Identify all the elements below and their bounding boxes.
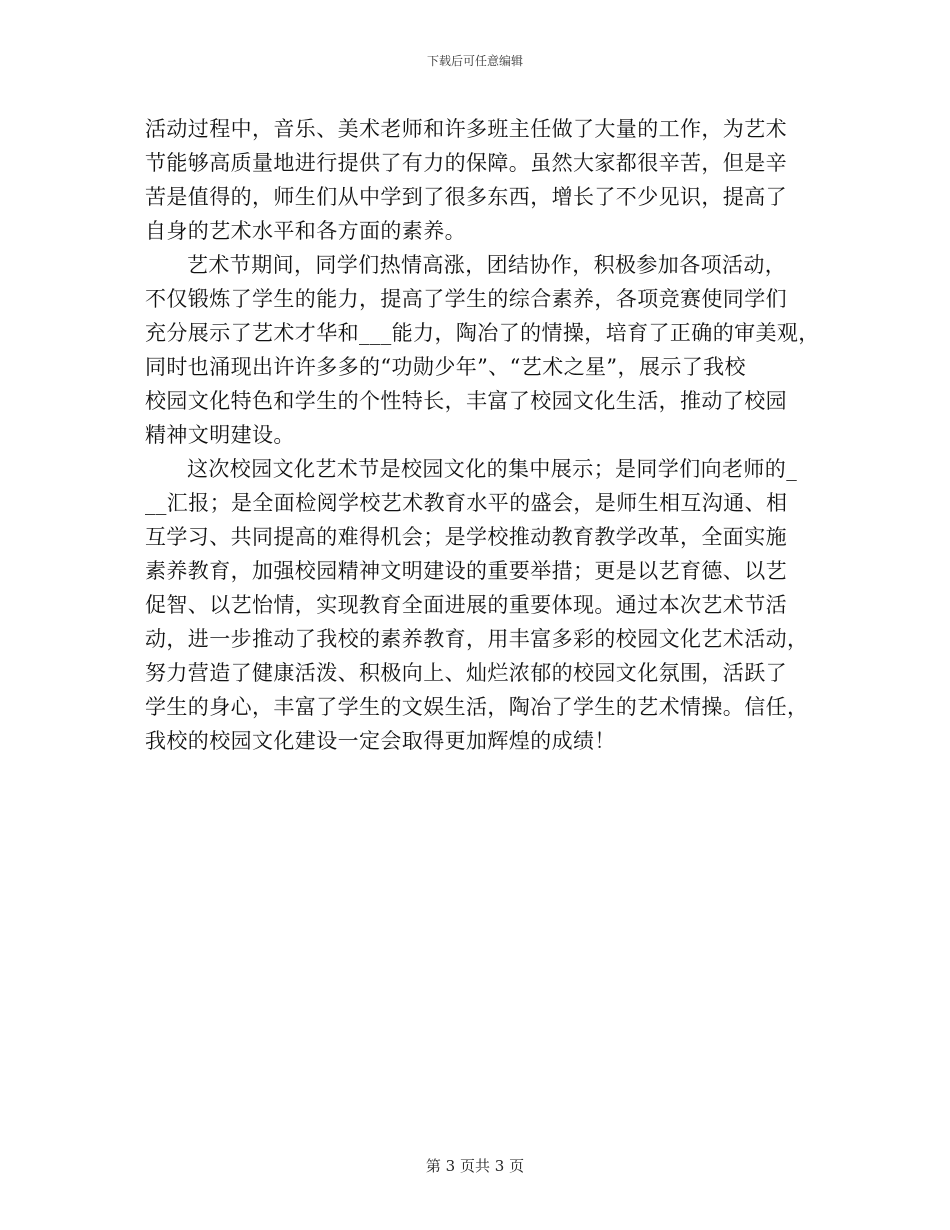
paragraph-3 [145, 452, 811, 758]
text-line: 自身的艺术水平和各方面的素养。 [145, 219, 466, 243]
paragraph-1 [145, 112, 811, 248]
paragraph-2 [145, 248, 820, 452]
text-line: 我校的校园文化建设一定会取得更加辉煌的成绩！ [145, 729, 616, 753]
text-line: 同时也涌现出许许多多的“功勋少年”、“艺术之星”，展示了我校 [145, 355, 746, 379]
text-line: __汇报；是全面检阅学校艺术教育水平的盛会，是师生相互沟通、相 [145, 491, 788, 515]
text-line: 节能够高质量地进行提供了有力的保障。虽然大家都很辛苦，但是辛 [145, 151, 787, 175]
text-line: 活动过程中，音乐、美术老师和许多班主任做了大量的工作，为艺术 [145, 117, 787, 141]
page-header: 下载后可任意编辑 [426, 54, 523, 68]
text-line: 充分展示了艺术才华和___能力，陶冶了的情操，培育了正确的审美观， [145, 321, 820, 345]
page-number-footer: 第 3 页共 3 页 [425, 1157, 525, 1175]
text-line: 校园文化特色和学生的个性特长，丰富了校园文化生活，推动了校园 [145, 389, 787, 413]
text-line: 促智、以艺怡情，实现教育全面进展的重要体现。通过本次艺术节活 [145, 593, 787, 617]
text-line: 努力营造了健康活泼、积极向上、灿烂浓郁的校园文化氛围，活跃了 [145, 661, 787, 685]
text-line: 学生的身心，丰富了学生的文娱生活，陶冶了学生的艺术情操。信任， [145, 695, 809, 719]
text-line: 互学习、共同提高的难得机会；是学校推动教育教学改革，全面实施 [145, 525, 787, 549]
text-line: 艺术节期间，同学们热情高涨，团结协作，积极参加各项活动， [187, 253, 787, 277]
text-line: 这次校园文化艺术节是校园文化的集中展示；是同学们向老师的_ [187, 457, 798, 481]
document-body [145, 112, 820, 758]
text-line: 苦是值得的，师生们从中学到了很多东西，增长了不少见识，提高了 [145, 185, 787, 209]
text-line: 不仅锻炼了学生的能力，提高了学生的综合素养，各项竞赛使同学们 [145, 287, 787, 311]
text-line: 动，进一步推动了我校的素养教育，用丰富多彩的校园文化艺术活动， [145, 627, 809, 651]
text-line: 素养教育，加强校园精神文明建设的重要举措；更是以艺育德、以艺 [145, 559, 787, 583]
text-line: 精神文明建设。 [145, 423, 295, 447]
